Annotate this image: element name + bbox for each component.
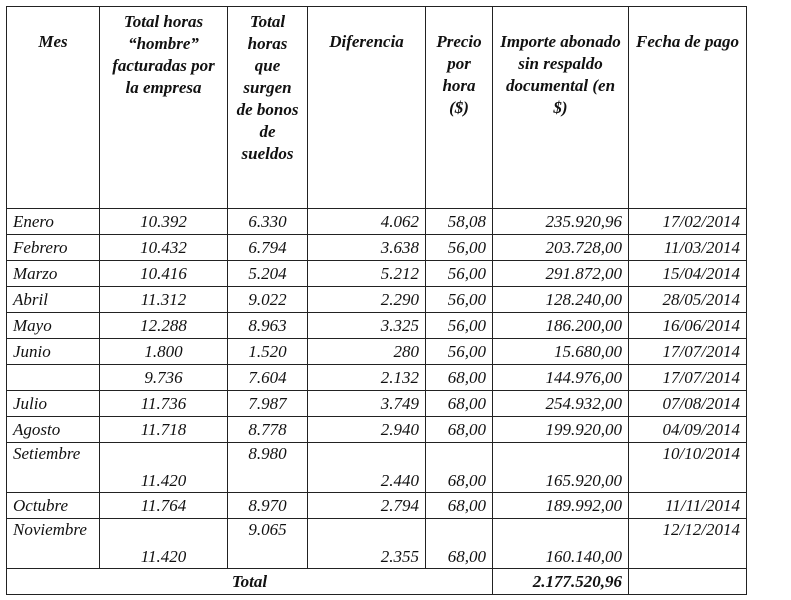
cell-bonos: 6.330	[228, 209, 308, 235]
cell-diferencia: 2.794	[308, 493, 426, 519]
cell-importe: 128.240,00	[493, 287, 629, 313]
cell-facturadas: 9.736	[100, 365, 228, 391]
cell-mes: Marzo	[7, 261, 100, 287]
cell-mes: Setiembre	[7, 443, 100, 493]
cell-mes: Abril	[7, 287, 100, 313]
cell-precio: 68,00	[426, 443, 493, 493]
cell-diferencia: 5.212	[308, 261, 426, 287]
cell-precio: 56,00	[426, 287, 493, 313]
table-row	[7, 519, 747, 569]
cell-precio: 56,00	[426, 261, 493, 287]
cell-importe: 203.728,00	[493, 235, 629, 261]
header-fecha-pago: Fecha de pago	[629, 7, 747, 209]
table-row	[7, 235, 747, 261]
cell-importe: 291.872,00	[493, 261, 629, 287]
header-mes: Mes	[7, 7, 100, 209]
cell-fecha: 07/08/2014	[629, 391, 747, 417]
total-row	[7, 569, 747, 595]
table-row	[7, 391, 747, 417]
cell-mes: Febrero	[7, 235, 100, 261]
cell-diferencia: 2.132	[308, 365, 426, 391]
cell-importe: 15.680,00	[493, 339, 629, 365]
cell-importe: 165.920,00	[493, 443, 629, 493]
cell-facturadas: 10.432	[100, 235, 228, 261]
cell-importe: 199.920,00	[493, 417, 629, 443]
cell-fecha: 10/10/2014	[629, 443, 747, 493]
cell-precio: 56,00	[426, 339, 493, 365]
cell-precio: 58,08	[426, 209, 493, 235]
cell-facturadas: 10.416	[100, 261, 228, 287]
cell-mes: Mayo	[7, 313, 100, 339]
total-fecha-empty	[629, 569, 747, 595]
cell-bonos: 8.778	[228, 417, 308, 443]
cell-precio: 56,00	[426, 313, 493, 339]
cell-diferencia: 3.749	[308, 391, 426, 417]
table-row	[7, 313, 747, 339]
table-row	[7, 339, 747, 365]
cell-bonos: 9.022	[228, 287, 308, 313]
cell-mes: Junio	[7, 339, 100, 365]
cell-importe: 235.920,96	[493, 209, 629, 235]
cell-fecha: 11/11/2014	[629, 493, 747, 519]
total-importe: 2.177.520,96	[493, 569, 629, 595]
cell-bonos: 5.204	[228, 261, 308, 287]
cell-fecha: 15/04/2014	[629, 261, 747, 287]
cell-precio: 68,00	[426, 417, 493, 443]
cell-bonos: 6.794	[228, 235, 308, 261]
cell-precio: 68,00	[426, 493, 493, 519]
cell-importe: 254.932,00	[493, 391, 629, 417]
cell-facturadas: 1.800	[100, 339, 228, 365]
cell-mes: Julio	[7, 391, 100, 417]
cell-facturadas: 11.736	[100, 391, 228, 417]
cell-precio: 68,00	[426, 519, 493, 569]
cell-bonos: 7.604	[228, 365, 308, 391]
cell-diferencia: 2.440	[308, 443, 426, 493]
table-row	[7, 209, 747, 235]
cell-mes: Enero	[7, 209, 100, 235]
cell-bonos: 9.065	[228, 519, 308, 569]
cell-bonos: 8.963	[228, 313, 308, 339]
cell-fecha: 11/03/2014	[629, 235, 747, 261]
cell-precio: 68,00	[426, 365, 493, 391]
cell-facturadas: 11.420	[100, 443, 228, 493]
cell-facturadas: 11.420	[100, 519, 228, 569]
cell-facturadas: 11.764	[100, 493, 228, 519]
cell-fecha: 04/09/2014	[629, 417, 747, 443]
table-row	[7, 261, 747, 287]
cell-facturadas: 12.288	[100, 313, 228, 339]
cell-diferencia: 2.940	[308, 417, 426, 443]
cell-diferencia: 3.325	[308, 313, 426, 339]
header-total-horas-facturadas: Total horas “hombre” facturadas por la empresa	[100, 7, 228, 209]
header-diferencia: Diferencia	[308, 7, 426, 209]
header-row	[7, 7, 747, 209]
total-label: Total	[7, 569, 493, 595]
payments-table	[6, 6, 747, 595]
cell-diferencia: 2.290	[308, 287, 426, 313]
cell-diferencia: 2.355	[308, 519, 426, 569]
table-row	[7, 287, 747, 313]
cell-bonos: 1.520	[228, 339, 308, 365]
cell-fecha: 17/07/2014	[629, 339, 747, 365]
cell-importe: 144.976,00	[493, 365, 629, 391]
cell-mes	[7, 365, 100, 391]
cell-mes: Agosto	[7, 417, 100, 443]
cell-fecha: 12/12/2014	[629, 519, 747, 569]
cell-importe: 189.992,00	[493, 493, 629, 519]
cell-diferencia: 3.638	[308, 235, 426, 261]
cell-fecha: 28/05/2014	[629, 287, 747, 313]
cell-diferencia: 4.062	[308, 209, 426, 235]
cell-precio: 68,00	[426, 391, 493, 417]
table-row	[7, 365, 747, 391]
cell-diferencia: 280	[308, 339, 426, 365]
header-total-horas-bonos: Total horas que surgen de bonos de sueldos	[228, 7, 308, 209]
cell-bonos: 7.987	[228, 391, 308, 417]
cell-facturadas: 11.718	[100, 417, 228, 443]
cell-facturadas: 10.392	[100, 209, 228, 235]
cell-importe: 160.140,00	[493, 519, 629, 569]
table-row	[7, 417, 747, 443]
cell-bonos: 8.970	[228, 493, 308, 519]
cell-facturadas: 11.312	[100, 287, 228, 313]
cell-mes: Octubre	[7, 493, 100, 519]
cell-fecha: 16/06/2014	[629, 313, 747, 339]
cell-mes: Noviembre	[7, 519, 100, 569]
table-row	[7, 493, 747, 519]
header-importe: Importe abonado sin respaldo documental (en $)	[493, 7, 629, 209]
cell-fecha: 17/07/2014	[629, 365, 747, 391]
table-row	[7, 443, 747, 493]
cell-fecha: 17/02/2014	[629, 209, 747, 235]
cell-importe: 186.200,00	[493, 313, 629, 339]
cell-precio: 56,00	[426, 235, 493, 261]
cell-bonos: 8.980	[228, 443, 308, 493]
header-precio-hora: Precio por hora ($)	[426, 7, 493, 209]
